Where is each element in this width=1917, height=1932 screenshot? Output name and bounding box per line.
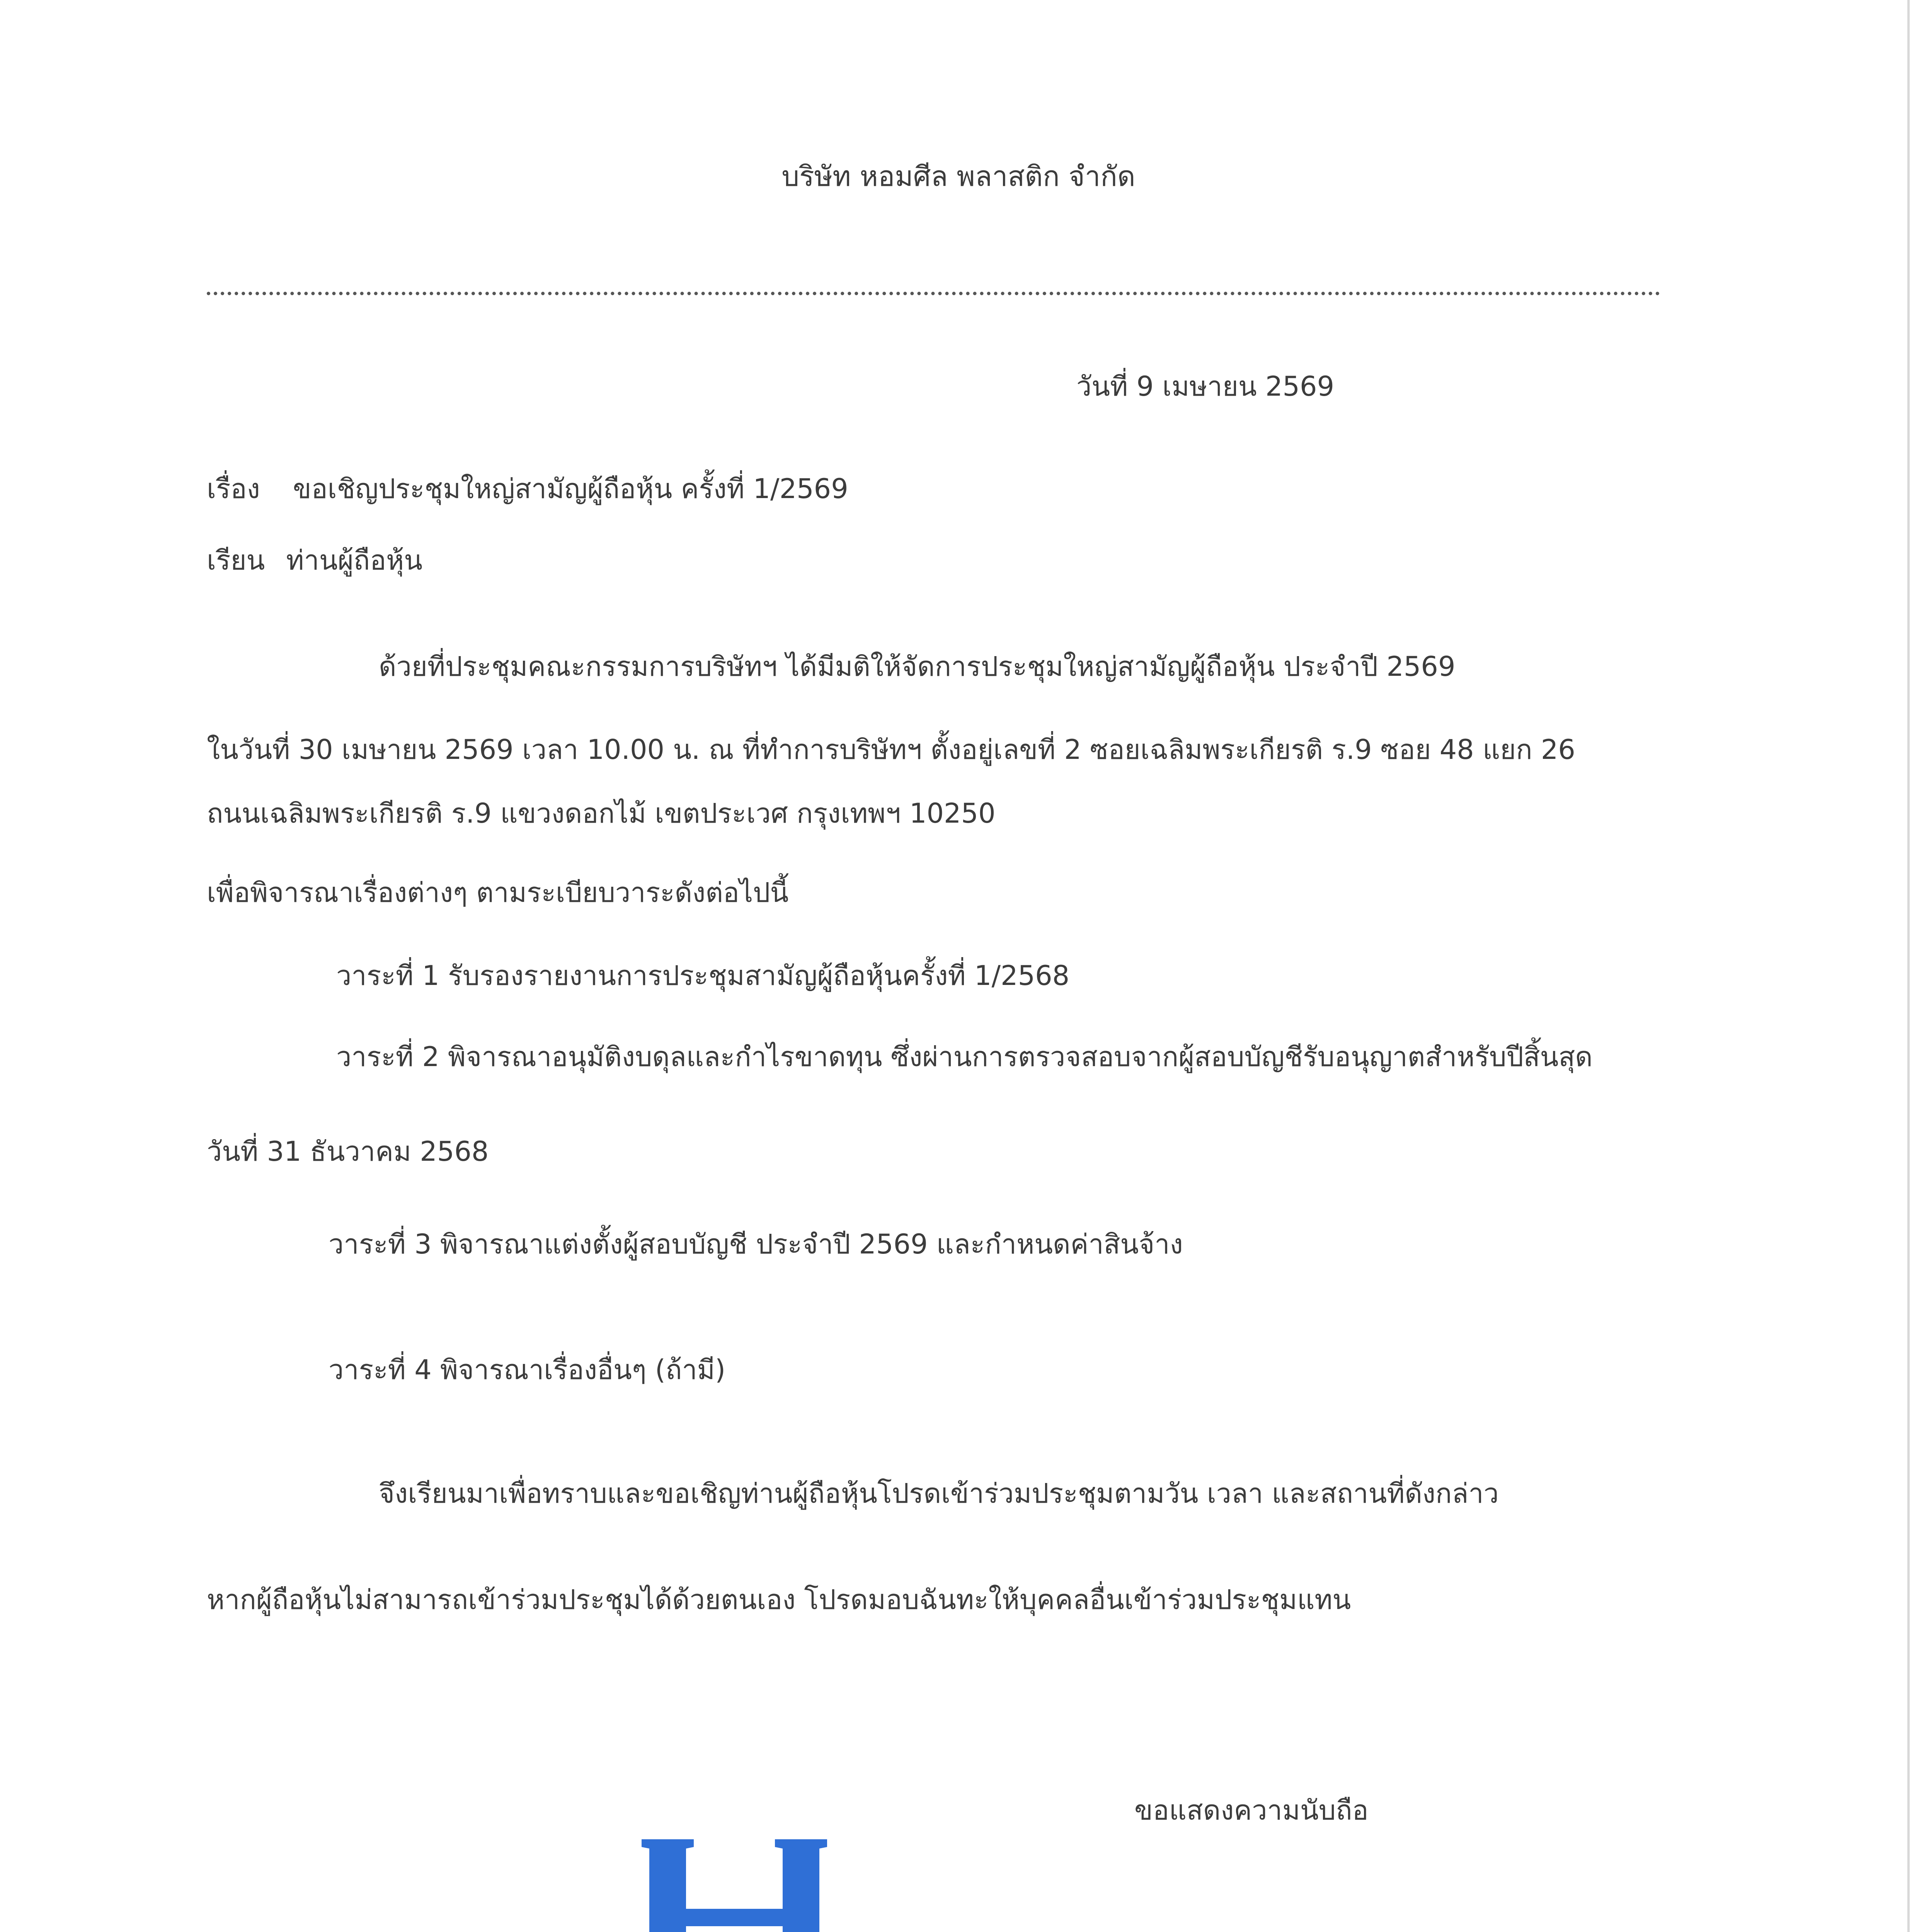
recipient-label: เรียน	[207, 544, 265, 576]
body-paragraph-3: ถนนเฉลิมพระเกียรติ ร.9 แขวงดอกไม้ เขตประเวศ กรุงเทพฯ 10250	[207, 798, 996, 829]
agenda-item-1: วาระที่ 1 รับรองรายงานการประชุมสามัญผู้ถือหุ้นครั้งที่ 1/2568	[336, 960, 1070, 992]
body-paragraph-1: ด้วยที่ประชุมคณะกรรมการบริษัทฯ ได้มีมติให้จัดการประชุมใหญ่สามัญผู้ถือหุ้น ประจำปี 2569	[379, 651, 1456, 682]
header-divider	[207, 292, 1660, 295]
body-paragraph-4: เพื่อพิจารณาเรื่องต่างๆ ตามระเบียบวาระดังต่อไปนี้	[207, 877, 789, 908]
subject-line	[207, 473, 848, 505]
company-header: บริษัท หอมศีล พลาสติก จำกัด	[781, 160, 1136, 192]
company-logo-mark	[642, 1839, 827, 1932]
letter-date: วันที่ 9 เมษายน 2569	[1076, 371, 1335, 402]
agenda-item-4: วาระที่ 4 พิจารณาเรื่องอื่นๆ (ถ้ามี)	[329, 1354, 726, 1386]
recipient-line	[207, 544, 423, 576]
regards-text: ขอแสดงความนับถือ	[1134, 1794, 1369, 1826]
agenda-item-3: วาระที่ 3 พิจารณาแต่งตั้งผู้สอบบัญชี ประจำปี 2569 และกำหนดค่าสินจ้าง	[329, 1228, 1183, 1260]
subject-label: เรื่อง	[207, 473, 260, 505]
subject-text: ขอเชิญประชุมใหญ่สามัญผู้ถือหุ้น ครั้งที่ 1/2569	[293, 473, 848, 505]
agenda-item-2: วาระที่ 2 พิจารณาอนุมัติงบดุลและกำไรขาดทุน ซึ่งผ่านการตรวจสอบจากผู้สอบบัญชีรับอนุญาตสำหรับปีสิ้นสุด	[336, 1041, 1593, 1073]
recipient-text: ท่านผู้ถือหุ้น	[286, 544, 423, 576]
page-edge	[1907, 0, 1910, 1932]
closing-line-1: จึงเรียนมาเพื่อทราบและขอเชิญท่านผู้ถือหุ้นโปรดเข้าร่วมประชุมตามวัน เวลา และสถานที่ดังกล่าว	[379, 1478, 1499, 1509]
agenda-item-2-continuation: วันที่ 31 ธันวาคม 2568	[207, 1136, 489, 1167]
closing-line-2: หากผู้ถือหุ้นไม่สามารถเข้าร่วมประชุมได้ด้วยตนเอง โปรดมอบฉันทะให้บุคคลอื่นเข้าร่วมประชุมแทน	[207, 1584, 1351, 1616]
body-paragraph-2: ในวันที่ 30 เมษายน 2569 เวลา 10.00 น. ณ ที่ทำการบริษัทฯ ตั้งอยู่เลขที่ 2 ซอยเฉลิมพระเกียรติ ร.9 ซอย 48 แยก 26	[207, 734, 1575, 765]
